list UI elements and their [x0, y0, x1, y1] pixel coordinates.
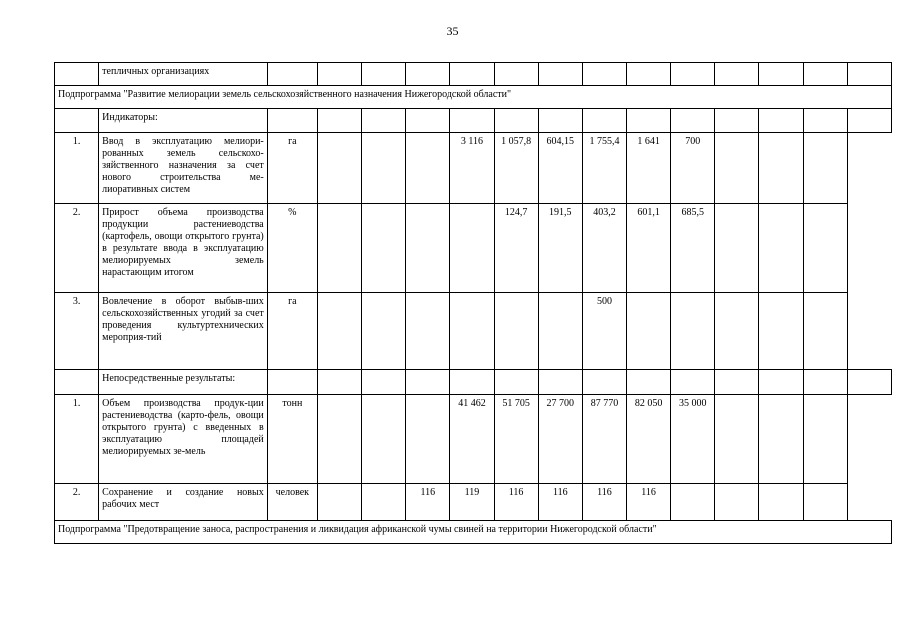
value-cell: 601,1	[627, 204, 671, 293]
indicators-table	[54, 62, 892, 544]
value-cell: 1 641	[627, 133, 671, 204]
value-cell	[671, 293, 715, 370]
value-cell	[362, 204, 406, 293]
value-cell: 82 050	[627, 395, 671, 484]
num-cell	[55, 63, 99, 86]
value-cell	[803, 133, 847, 204]
value-cell	[362, 293, 406, 370]
value-cell	[362, 484, 406, 521]
unit-cell: тонн	[267, 395, 317, 484]
value-cell: 35 000	[671, 395, 715, 484]
value-cell	[715, 395, 759, 484]
value-cell: 3 116	[450, 133, 494, 204]
table-row	[55, 204, 892, 293]
name-cell: тепличных организациях	[99, 63, 268, 86]
value-cell	[494, 293, 538, 370]
value-cell	[759, 204, 803, 293]
value-cell: 116	[494, 484, 538, 521]
value-cell: 119	[450, 484, 494, 521]
unit-cell: га	[267, 133, 317, 204]
row-number: 2.	[55, 204, 99, 293]
row-number: 1.	[55, 133, 99, 204]
subprogram-row	[55, 521, 892, 544]
indicator-name: Прирост объема производства продукции растениеводства (картофель, овощи открытого грунта) в результате ввода в эксплуатацию мелиорируемых земель нарастающим итогом	[99, 204, 268, 293]
value-cell: 41 462	[450, 395, 494, 484]
value-cell	[715, 293, 759, 370]
value-cell: 403,2	[582, 204, 626, 293]
unit-cell: га	[267, 293, 317, 370]
value-cell	[759, 293, 803, 370]
value-cell	[406, 395, 450, 484]
value-cell	[317, 204, 361, 293]
value-cell	[671, 484, 715, 521]
value-cell: 116	[406, 484, 450, 521]
value-cell: 87 770	[582, 395, 626, 484]
table-row	[55, 484, 892, 521]
value-cell	[715, 133, 759, 204]
value-cell	[317, 133, 361, 204]
value-cell	[362, 133, 406, 204]
value-cell	[803, 293, 847, 370]
value-cell: 51 705	[494, 395, 538, 484]
value-cell	[759, 133, 803, 204]
value-cell: 116	[582, 484, 626, 521]
value-cell	[406, 133, 450, 204]
value-cell: 1 755,4	[582, 133, 626, 204]
unit-cell: человек	[267, 484, 317, 521]
indicator-name: Сохранение и создание новых рабочих мест	[99, 484, 268, 521]
row-number: 3.	[55, 293, 99, 370]
subprogram-title: Подпрограмма "Развитие мелиорации земель сельскохозяйственного назначения Нижегородской области"	[55, 86, 892, 109]
value-cell	[317, 395, 361, 484]
value-cell: 191,5	[538, 204, 582, 293]
value-cell	[803, 484, 847, 521]
value-cell	[538, 293, 582, 370]
indicator-name: Объем производства продук-ции растениеводства (карто-фель, овощи открытого грунта) с введенных в эксплуатацию площадей мелиорируемых зе-мель	[99, 395, 268, 484]
value-cell	[715, 204, 759, 293]
indicator-name: Вовлечение в оборот выбыв-ших сельскохозяйственных угодий за счет проведения культуртехнических мероприя-тий	[99, 293, 268, 370]
row-number: 1.	[55, 395, 99, 484]
value-cell	[715, 484, 759, 521]
value-cell: 116	[538, 484, 582, 521]
section-header-row	[55, 109, 892, 133]
value-cell: 685,5	[671, 204, 715, 293]
value-cell	[317, 293, 361, 370]
indicators-header: Индикаторы:	[99, 109, 268, 133]
indicator-name: Ввод в эксплуатацию мелиори-рованных земель сельскохо-зяйственного назначения за счет нового строительства ме-лиоративных систем	[99, 133, 268, 204]
page-number: 35	[446, 24, 459, 38]
subprogram-row	[55, 86, 892, 109]
value-cell	[803, 395, 847, 484]
value-cell: 1 057,8	[494, 133, 538, 204]
value-cell	[759, 484, 803, 521]
value-cell: 604,15	[538, 133, 582, 204]
subprogram-title: Подпрограмма "Предотвращение заноса, распространения и ликвидация африканской чумы свиней на территории Нижегородской области"	[55, 521, 892, 544]
value-cell: 27 700	[538, 395, 582, 484]
value-cell	[406, 204, 450, 293]
value-cell	[759, 395, 803, 484]
value-cell	[406, 293, 450, 370]
value-cell	[803, 204, 847, 293]
table-row	[55, 395, 892, 484]
table-row	[55, 63, 892, 86]
value-cell	[450, 204, 494, 293]
value-cell: 124,7	[494, 204, 538, 293]
value-cell: 500	[582, 293, 626, 370]
value-cell	[317, 484, 361, 521]
value-cell	[362, 395, 406, 484]
table-row	[55, 293, 892, 370]
value-cell	[627, 293, 671, 370]
results-header: Непосредственные результаты:	[99, 370, 268, 395]
unit-cell: %	[267, 204, 317, 293]
value-cell: 700	[671, 133, 715, 204]
row-number: 2.	[55, 484, 99, 521]
value-cell: 116	[627, 484, 671, 521]
table-row	[55, 133, 892, 204]
section-header-row	[55, 370, 892, 395]
value-cell	[450, 293, 494, 370]
